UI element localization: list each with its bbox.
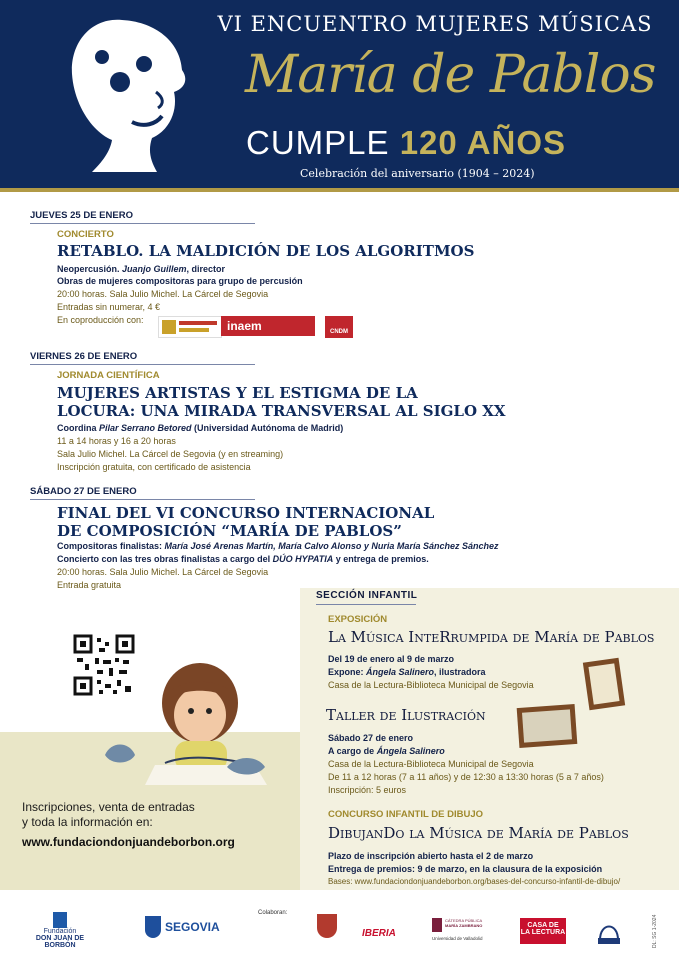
casa-lectura-logo xyxy=(520,918,566,944)
illustrator-name: Ángela Salinero xyxy=(366,667,435,677)
event-title-mujeres-1: MUJERES ARTISTAS Y EL ESTIGMA DE LA xyxy=(57,384,418,402)
text-part: Compositoras finalistas: xyxy=(57,541,163,551)
text-part: (Universidad Autónoma de Madrid) xyxy=(191,423,344,433)
cumple-heading xyxy=(246,124,566,162)
segovia-shield-icon xyxy=(145,916,161,938)
text-part: Coordina xyxy=(57,423,97,433)
event-line: 11 a 14 horas y 16 a 20 horas xyxy=(57,436,176,446)
deposito-legal: DL: SG 1-2024 xyxy=(652,914,658,948)
event-line xyxy=(57,423,343,433)
day-viernes: VIERNES 26 DE ENERO xyxy=(30,351,138,362)
concurso-line: Entrega de premios: 9 de marzo, en la clausura de la exposición xyxy=(328,864,603,874)
concurso-line: Plazo de inscripción abierto hasta el 2 de marzo xyxy=(328,851,534,861)
child-drawing-illustration xyxy=(95,655,280,790)
iberia-logo: IBERIA xyxy=(362,928,396,939)
info-line: Inscripciones, venta de entradas xyxy=(22,800,195,814)
taller-line: Sábado 27 de enero xyxy=(328,733,414,743)
celebracion-subtitle: Celebración del aniversario (1904 – 2024) xyxy=(300,167,535,180)
asociacion-logo xyxy=(592,912,626,948)
expo-line: Casa de la Lectura-Biblioteca Municipal de Segovia xyxy=(328,680,534,690)
event-line: 20:00 horas. Sala Julio Michel. La Cárcel de Segovia xyxy=(57,289,269,299)
director-name: Juanjo Guillem xyxy=(122,264,187,274)
fundacion-text: DON JUAN DE BORBÓN xyxy=(35,935,85,949)
event-title-final-2: DE COMPOSICIÓN “MARÍA DE PABLOS” xyxy=(57,522,402,540)
ensemble-name: DÚO HYPATIA xyxy=(272,554,334,564)
event-line xyxy=(57,264,225,274)
uva-text: Universidad de Valladolid xyxy=(432,936,483,941)
text-part: y entrega de premios. xyxy=(333,554,429,564)
crest-logo xyxy=(305,914,349,950)
finalist-names: María José Arenas Martín, María Calvo Alonso y Nuria María Sánchez Sánchez xyxy=(162,541,499,551)
coordinator-name: Pilar Serrano Betored xyxy=(99,423,192,433)
taller-title: Taller de Ilustración xyxy=(326,706,486,724)
event-line xyxy=(57,554,429,564)
casa-text: CASA DE xyxy=(527,922,559,929)
casa-text: LA LECTURA xyxy=(520,929,566,936)
category-exposicion: EXPOSICIÓN xyxy=(328,614,388,625)
day-jueves: JUEVES 25 DE ENERO xyxy=(30,210,133,221)
divider xyxy=(30,223,255,224)
fundacion-text: Fundación xyxy=(43,928,77,935)
event-line: Inscripción gratuita, con certificado de asistencia xyxy=(57,462,251,472)
gold-divider xyxy=(0,188,679,192)
divider xyxy=(30,499,255,500)
portrait-illustration xyxy=(52,12,192,182)
category-concurso: CONCURSO INFANTIL DE DIBUJO xyxy=(328,809,484,820)
uva-logo xyxy=(432,918,496,941)
framed-building xyxy=(517,704,578,748)
taller-line xyxy=(328,746,445,756)
taller-line: Casa de la Lectura-Biblioteca Municipal de Segovia xyxy=(328,759,534,769)
concurso-bases-link[interactable]: Bases: www.fundaciondonjuandeborbon.org/bases-del-concurso-infantil-de-dibujo/ xyxy=(328,877,621,886)
event-title-final-1: FINAL DEL VI CONCURSO INTERNACIONAL xyxy=(57,504,435,522)
taller-line: De 11 a 12 horas (7 a 11 años) y de 12:30 a 13:30 horas (5 a 7 años) xyxy=(328,772,604,782)
illustrator-name: Ángela Salinero xyxy=(376,746,445,756)
event-line: Entrada gratuita xyxy=(57,580,122,590)
taller-line: Inscripción: 5 euros xyxy=(328,785,407,795)
expo-title: La Música InteRrumpida de María de Pablos xyxy=(328,628,655,646)
inaem-logo: inaem xyxy=(221,316,315,336)
colaboran-label: Colaboran: xyxy=(258,910,288,916)
text-part: A cargo de xyxy=(328,746,377,756)
event-line: Entradas sin numerar, 4 € xyxy=(57,302,161,312)
event-title-mujeres-2: LOCURA: UNA MIRADA TRANSVERSAL AL SIGLO XX xyxy=(57,402,506,420)
seccion-infantil-label: SECCIÓN INFANTIL xyxy=(316,590,418,601)
uva-text: MARÍA ZAMBRANO xyxy=(445,923,483,928)
text-part: Neopercusión. xyxy=(57,264,120,274)
event-line: 20:00 horas. Sala Julio Michel. La Cárcel de Segovia xyxy=(57,567,269,577)
gobierno-logo xyxy=(158,316,222,338)
info-line: y toda la información en: xyxy=(22,815,153,829)
cumple-years: 120 AÑOS xyxy=(399,124,567,161)
fundacion-logo xyxy=(20,912,100,949)
event-line xyxy=(57,541,498,551)
encuentro-title: VI ENCUENTRO MUJERES MÚSICAS xyxy=(217,12,653,36)
event-line: Sala Julio Michel. La Cárcel de Segovia (y en streaming) xyxy=(57,449,284,459)
event-title-retablo: RETABLO. LA MALDICIÓN DE LOS ALGORITMOS xyxy=(57,242,475,260)
expo-line xyxy=(328,667,486,677)
framed-sheet-music xyxy=(583,658,625,711)
segovia-logo xyxy=(145,916,225,938)
divider xyxy=(30,364,255,365)
category-jornada: JORNADA CIENTÍFICA xyxy=(57,370,160,381)
website-link[interactable]: www.fundaciondonjuandeborbon.org xyxy=(22,835,235,849)
uva-text: CÁTEDRA PÚBLICA xyxy=(445,918,483,923)
category-concierto: CONCIERTO xyxy=(57,229,114,240)
text-part: , ilustradora xyxy=(434,667,486,677)
cumple-prefix: CUMPLE xyxy=(246,124,390,161)
segovia-text: SEGOVIA xyxy=(165,920,220,934)
maria-de-pablos-title: María de Pablos xyxy=(245,45,656,105)
cndm-logo: CNDM xyxy=(325,316,353,338)
day-sabado: SÁBADO 27 DE ENERO xyxy=(30,486,137,497)
text-part: , director xyxy=(186,264,226,274)
text-part: Expone: xyxy=(328,667,367,677)
text-part: Concierto con las tres obras finalistas a cargo del xyxy=(57,554,273,564)
header-banner xyxy=(0,0,679,188)
concurso-title: DibujanDo la Música de María de Pablos xyxy=(328,824,629,842)
expo-line: Del 19 de enero al 9 de marzo xyxy=(328,654,455,664)
event-line: En coproducción con: xyxy=(57,315,144,325)
divider xyxy=(316,604,416,605)
event-line: Obras de mujeres compositoras para grupo de percusión xyxy=(57,276,303,286)
